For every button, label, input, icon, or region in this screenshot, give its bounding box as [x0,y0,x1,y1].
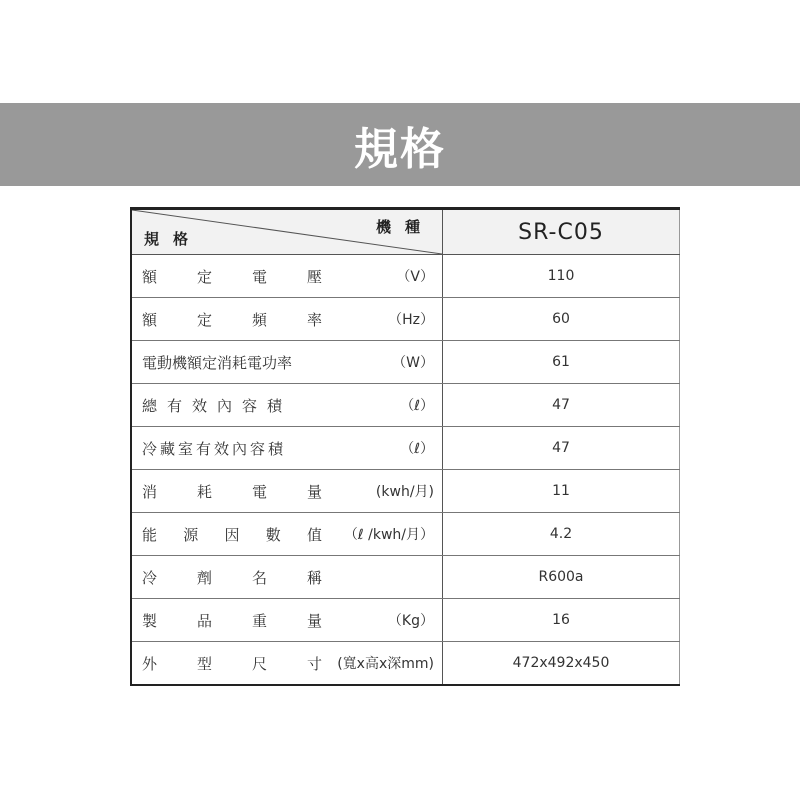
row-value: 11 [443,470,680,513]
table-row [131,470,680,513]
table-row [131,427,680,470]
row-value: R600a [443,556,680,599]
header-model-label: 機種 [375,218,434,236]
spec-table [130,207,680,686]
row-label-cell [131,556,443,599]
row-label-cell [131,513,443,556]
row-label: 冷藏室有效內容積 [142,439,287,458]
row-label: 能 源 因 數 值 [142,525,322,544]
row-label-cell [131,599,443,642]
row-label: 額 定 電 壓 [142,267,322,286]
row-value: 47 [443,384,680,427]
model-name: SR-C05 [443,209,680,255]
row-label-cell [131,470,443,513]
row-label-cell [131,255,443,298]
table-row [131,556,680,599]
row-label: 外 型 尺 寸 [142,654,322,673]
row-value: 472x492x450 [443,642,680,686]
row-unit: (kwh/月) [375,484,434,500]
table-row [131,341,680,384]
row-label-cell [131,298,443,341]
table-row [131,298,680,341]
header-spec-label: 規格 [144,230,203,248]
header-label-cell [131,209,443,255]
table-header-row [131,209,680,255]
row-value: 61 [443,341,680,384]
row-unit: （ℓ） [400,398,434,414]
table-row [131,384,680,427]
row-value: 60 [443,298,680,341]
row-label-cell [131,384,443,427]
row-unit: （V） [396,269,434,285]
row-value: 16 [443,599,680,642]
table-row [131,642,680,686]
row-unit: （W） [392,355,434,371]
row-value: 4.2 [443,513,680,556]
row-label-cell [131,427,443,470]
row-value: 110 [443,255,680,298]
row-label: 電動機額定消耗電功率 [142,353,293,372]
table-row [131,255,680,298]
table-row [131,599,680,642]
row-unit: （Kg） [387,613,434,629]
row-unit: （ℓ） [400,441,434,457]
row-label: 額 定 頻 率 [142,310,322,329]
banner-title: 規格 [354,123,446,175]
row-label: 製 品 重 量 [142,611,322,630]
row-label-cell [131,642,443,686]
row-unit: （Hz） [388,312,434,328]
row-label: 冷 劑 名 稱 [142,568,322,587]
row-unit: (寬x高x深mm) [337,656,434,672]
table-row [131,513,680,556]
spec-banner [0,103,800,186]
row-value: 47 [443,427,680,470]
row-label: 消 耗 電 量 [142,482,322,501]
row-unit: （ℓ /kwh/月） [343,527,434,543]
row-label-cell [131,341,443,384]
row-label: 總有效內容積 [142,396,293,415]
